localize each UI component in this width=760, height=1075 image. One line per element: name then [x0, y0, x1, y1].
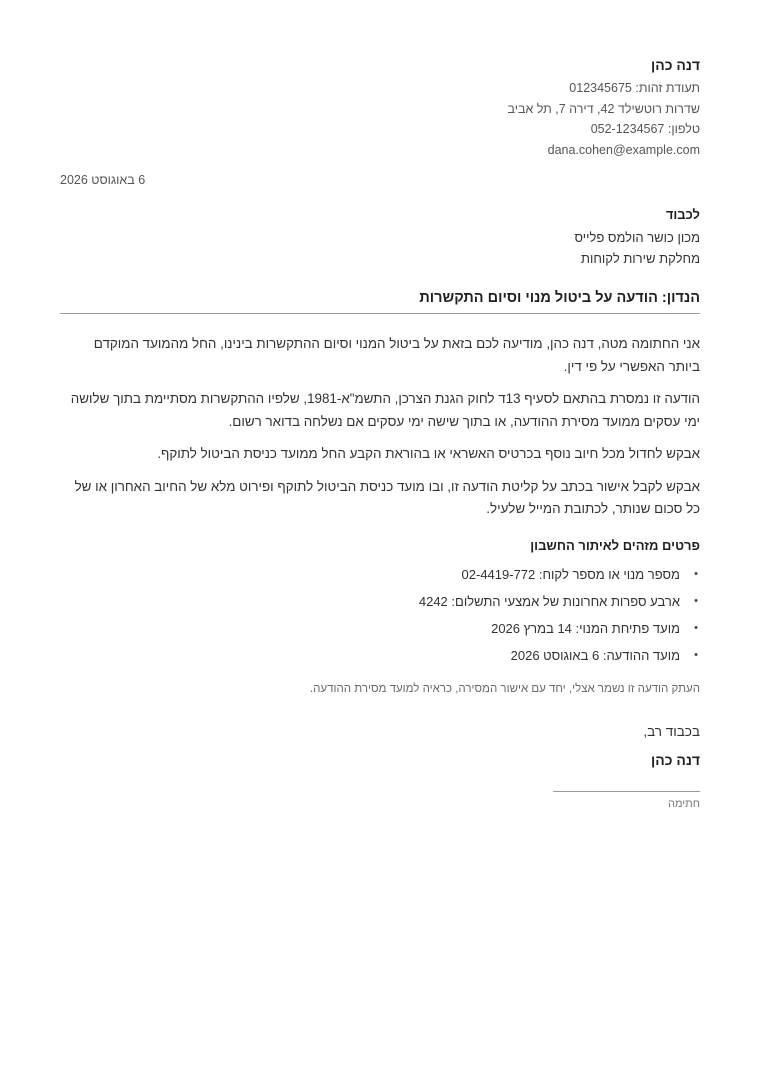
list-item	[419, 615, 700, 642]
recipient-company: מכון כושר הולמס פלייס	[574, 230, 700, 245]
sender-block	[60, 56, 700, 160]
bullet-icon: •	[694, 622, 698, 634]
list-item-text: מספר מנוי או מספר לקוח: 02-4419-772	[461, 567, 680, 582]
bullet-icon: •	[694, 568, 698, 580]
signature-line	[553, 791, 700, 792]
sender-id: תעודת זהות: 012345675	[569, 81, 700, 95]
list-item	[419, 561, 700, 588]
details-heading: פרטים מזהים לאיתור החשבון	[530, 538, 700, 553]
recipient-salutation: לכבוד	[665, 207, 700, 222]
closing-phrase: בכבוד רב,	[643, 724, 700, 739]
bullet-icon: •	[694, 649, 698, 661]
body-paragraph: אבקש לחדול מכל חיוב נוסף בכרטיס האשראי או בהוראת הקבע החל ממועד כניסת הביטול לתוקף.	[157, 446, 700, 461]
recipient-department: מחלקת שירות לקוחות	[580, 251, 700, 266]
letter-date: 6 באוגוסט 2026	[60, 173, 146, 187]
sender-phone: טלפון: 052-1234567	[590, 122, 700, 136]
body-paragraph: אבקש לקבל אישור בכתב על קליטת הודעה זו, ובו מועד כניסת הביטול לתוקף ופירוט מלא של החיוב האחרון או של כל סכום שנותר, לכתובת המייל שלעיל.	[74, 478, 700, 516]
sender-name: דנה כהן	[651, 57, 700, 73]
bullet-icon: •	[694, 595, 698, 607]
letter-subject: הנדון: הודעה על ביטול מנוי וסיום התקשרות	[60, 290, 700, 314]
list-item	[419, 588, 700, 615]
body-paragraph: הודעה זו נמסרת בהתאם לסעיף 13ד לחוק הגנת הצרכן, התשמ"א-1981, שלפיו ההתקשרות מסתיימת בתוך שלושה ימי עסקים ממועד מסירת ההודעה, או בתוך שישה ימי עסקים אם נשלחה בדואר רשום.	[70, 391, 700, 429]
signature-name: דנה כהן	[651, 752, 700, 768]
recipient-block	[574, 206, 700, 269]
list-item-text: מועד פתיחת המנוי: 14 במרץ 2026	[491, 621, 680, 636]
list-item	[419, 642, 700, 669]
list-item-text: מועד ההודעה: 6 באוגוסט 2026	[510, 648, 680, 663]
list-item-text: ארבע ספרות אחרונות של אמצעי התשלום: 4242	[418, 594, 680, 609]
body-paragraph: אני החתומה מטה, דנה כהן, מודיעה לכם בזאת על ביטול המנוי וסיום ההתקשרות בינינו, החל מהמועד המוקדם ביותר האפשרי על פי דין.	[93, 336, 700, 374]
sender-email: dana.cohen@example.com	[547, 142, 700, 157]
letter-body	[60, 333, 700, 531]
signature-label: חתימה	[667, 798, 700, 810]
copy-note: העתק הודעה זו נשמר אצלי, יחד עם אישור המסירה, כראיה למועד מסירת ההודעה.	[309, 683, 700, 695]
letter-page	[60, 0, 700, 1075]
details-list	[419, 561, 700, 669]
sender-address: שדרות רוטשילד 42, דירה 7, תל אביב	[507, 101, 700, 116]
